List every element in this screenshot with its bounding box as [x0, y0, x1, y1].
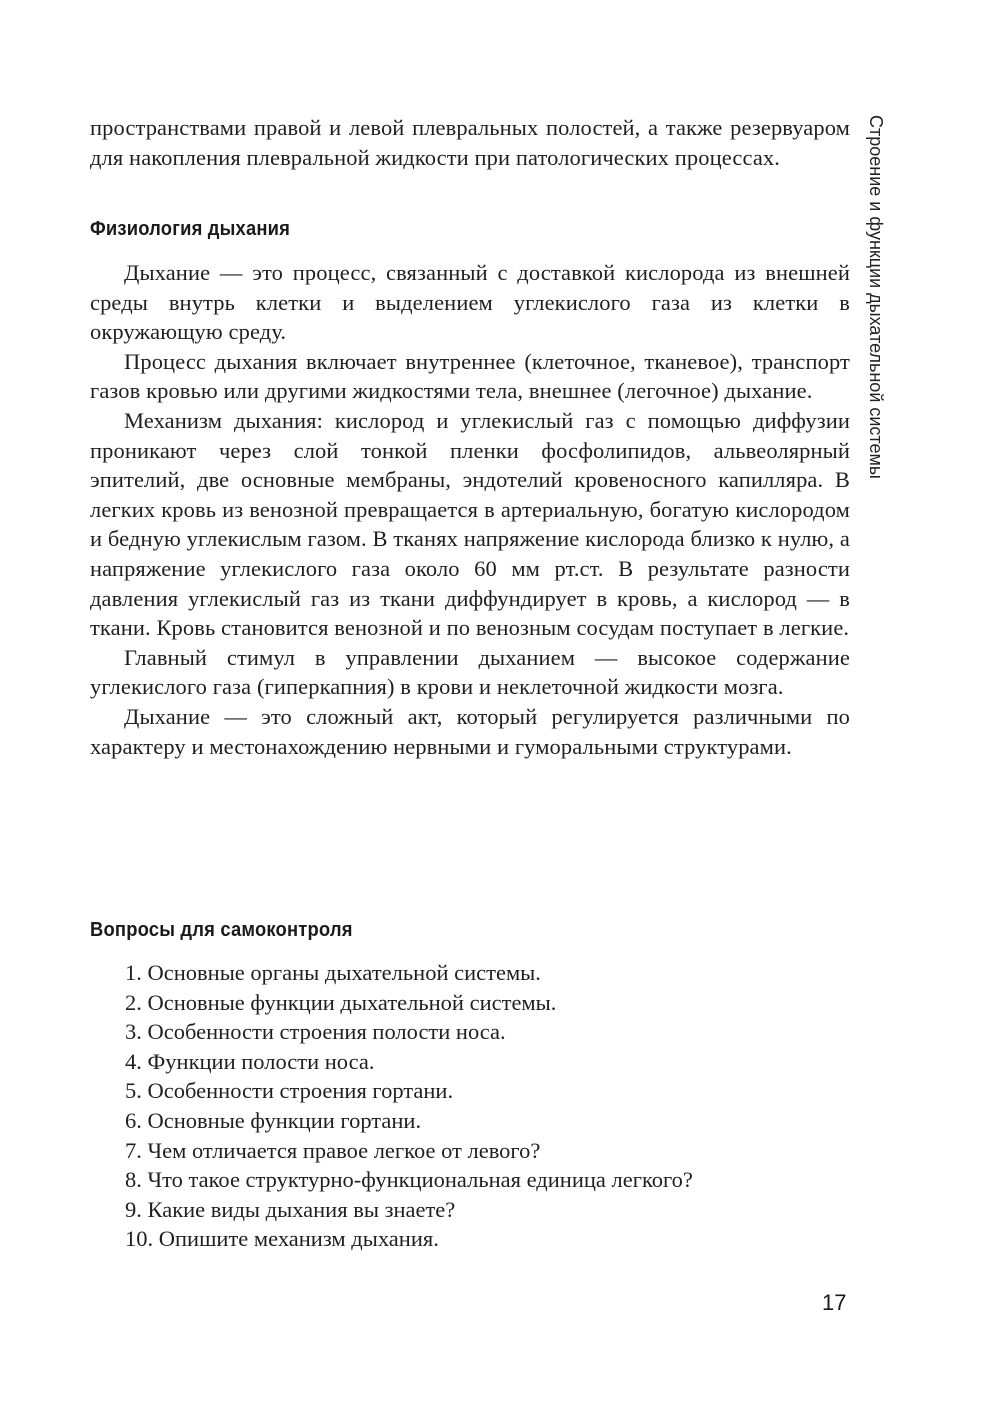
list-item: 2. Основные функции дыхательной системы.	[125, 989, 557, 1015]
section-heading-physiology: Физиология дыхания	[90, 218, 291, 240]
self-control-questions-list	[125, 958, 845, 1254]
physiology-text-block	[90, 258, 850, 761]
list-item: 3. Особенности строения полости носа.	[125, 1019, 506, 1045]
page-number: 17	[822, 1290, 847, 1315]
intro-paragraph-block	[90, 113, 850, 172]
list-item: 5. Особенности строения гортани.	[125, 1078, 454, 1104]
list-item: 10. Опишите механизм дыхания.	[125, 1226, 439, 1252]
running-chapter-title: Строение и функции дыхательной системы	[866, 115, 886, 479]
paragraph: Дыхание — это сложный акт, который регулируется различными по характеру и местонахождению нервными и гуморальными структурами.	[90, 703, 850, 759]
list-item: 6. Основные функции гортани.	[125, 1107, 422, 1133]
paragraph: Процесс дыхания включает внутреннее (клеточное, тканевое), транспорт газов кровью или другими жидкостями тела, внешнее (легочное) дыхание.	[90, 348, 850, 404]
list-item: 8. Что такое структурно-функциональная единица легкого?	[125, 1167, 693, 1193]
list-item: 1. Основные органы дыхательной системы.	[125, 960, 541, 985]
intro-paragraph: пространствами правой и левой плевральных полостей, а также резервуаром для накопления плевральной жидкости при патологических процессах.	[90, 115, 850, 170]
list-item: 7. Чем отличается правое легкое от левого?	[125, 1137, 541, 1163]
paragraph: Дыхание — это процесс, связанный с доставкой кислорода из внешней среды внутрь клетки и выделением углекислого газа из клетки в окружающую среду.	[90, 260, 850, 345]
list-item: 4. Функции полости носа.	[125, 1048, 375, 1074]
paragraph: Механизм дыхания: кислород и углекислый газ с помощью диффузии проникают через слой тонкой пленки фосфолипидов, альвеолярный эпителий, две основные мембраны, эндотелий кровеносного капилляра. В легких кровь из венозной превращается в артериальную, богатую кислородом и бедную углекислым газом. В тканях напряжение кислорода близко к нулю, а напряжение углекислого газа около 60 мм рт.ст. В результате разности давления углекислый газ из ткани диффундирует в кровь, а кислород — в ткани. Кровь становится венозной и по венозным сосудам поступает в легкие.	[90, 407, 850, 641]
list-item: 9. Какие виды дыхания вы знаете?	[125, 1196, 456, 1222]
section-heading-questions: Вопросы для самоконтроля	[90, 919, 353, 941]
paragraph: Главный стимул в управлении дыханием — высокое содержание углекислого газа (гиперкапния) в крови и неклеточной жидкости мозга.	[90, 644, 850, 700]
